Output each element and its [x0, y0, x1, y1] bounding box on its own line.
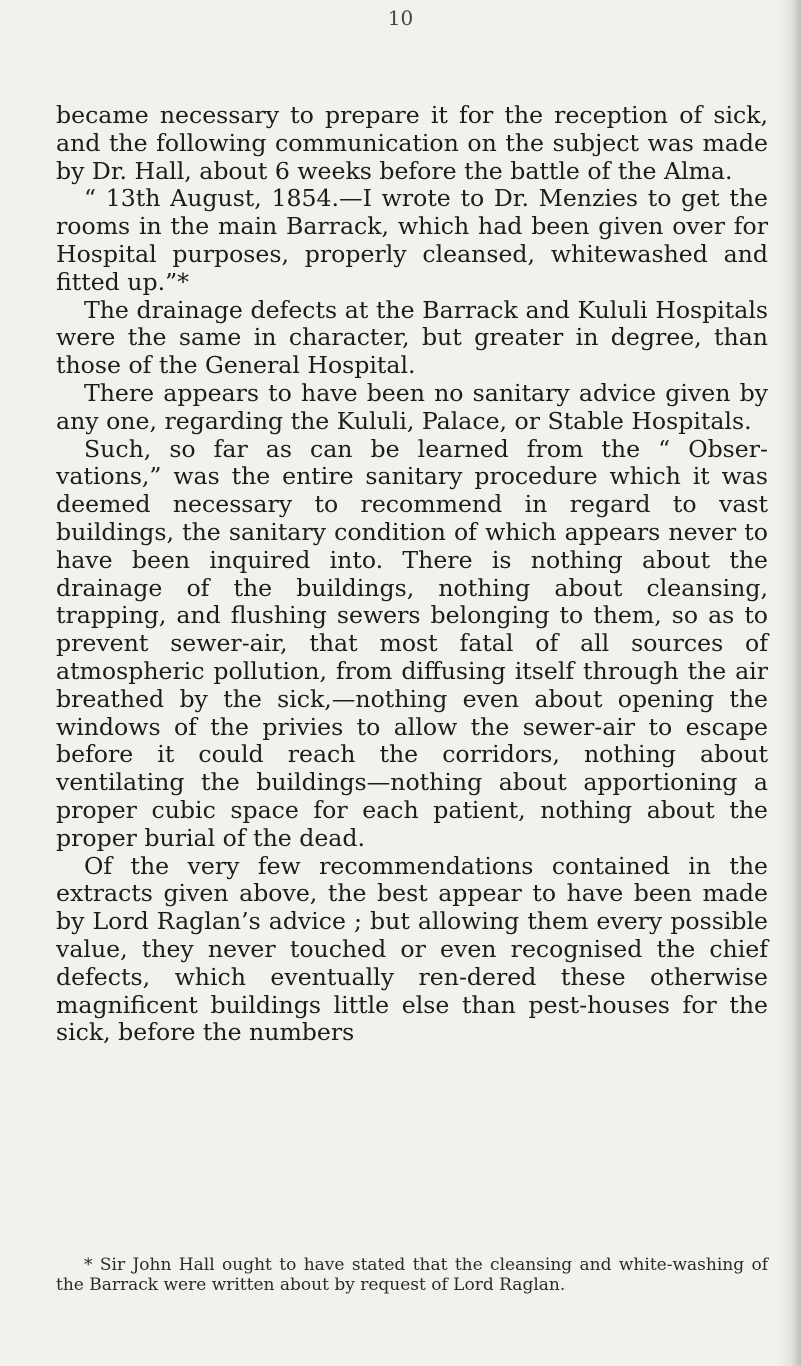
paragraph-quotation: “ 13th August, 1854.—I wrote to Dr. Menzies to get the rooms in the main Barrack, which had been given over for Hospital purposes, properly cleansed, whitewashed and fitted up.”*	[56, 184, 768, 296]
page-number: 10	[387, 6, 414, 30]
footnote-text: * Sir John Hall ought to have stated that the cleansing and white-washing of the Barrack were written about by request of Lord Raglan.	[56, 1255, 768, 1295]
paragraph-recommendations: Of the very few recommendations contained in the extracts given above, the best appear to have been made by Lord Raglan’s advice ; but allowing them every possible value, they never touched or even recognised the chief defects, which eventually ren-dered these otherwise magnificent buildings little else than pest-houses for the sick, before the numbers	[56, 851, 768, 1047]
page-edge-shadow	[779, 0, 801, 1366]
paragraph-sanitary-advice: There appears to have been no sanitary advice given by any one, regarding the Kululi, Palace, or Stable Hospitals.	[56, 378, 768, 435]
paragraph-drainage-defects: The drainage defects at the Barrack and Kululi Hospitals were the same in character, but greater in degree, than those of the General Hospital.	[56, 295, 768, 380]
paragraph-continuation: became necessary to prepare it for the reception of sick, and the following communication on the subject was made by Dr. Hall, about 6 weeks before the battle of the Alma.	[56, 101, 768, 185]
paragraph-observations: Such, so far as can be learned from the “ Obser-vations,” was the entire sanitary procedure which it was deemed necessary to recommend in regard to vast buildings, the sanitary condition of which appears never to have been inquired into. There is nothing about the drainage of the buildings, nothing about cleansing, trapping, and flushing sewers belonging to them, so as to prevent sewer-air, that most fatal of all sources of atmospheric pollution, from diffusing itself through the air breathed by the sick,—nothing even about opening the windows of the privies to allow the sewer-air to escape before it could reach the corridors, nothing about ventilating the buildings—nothing about apportioning a proper cubic space for each patient, nothing about the proper burial of the dead.	[56, 434, 768, 852]
body-text	[56, 102, 768, 1047]
footnote	[56, 1255, 768, 1295]
